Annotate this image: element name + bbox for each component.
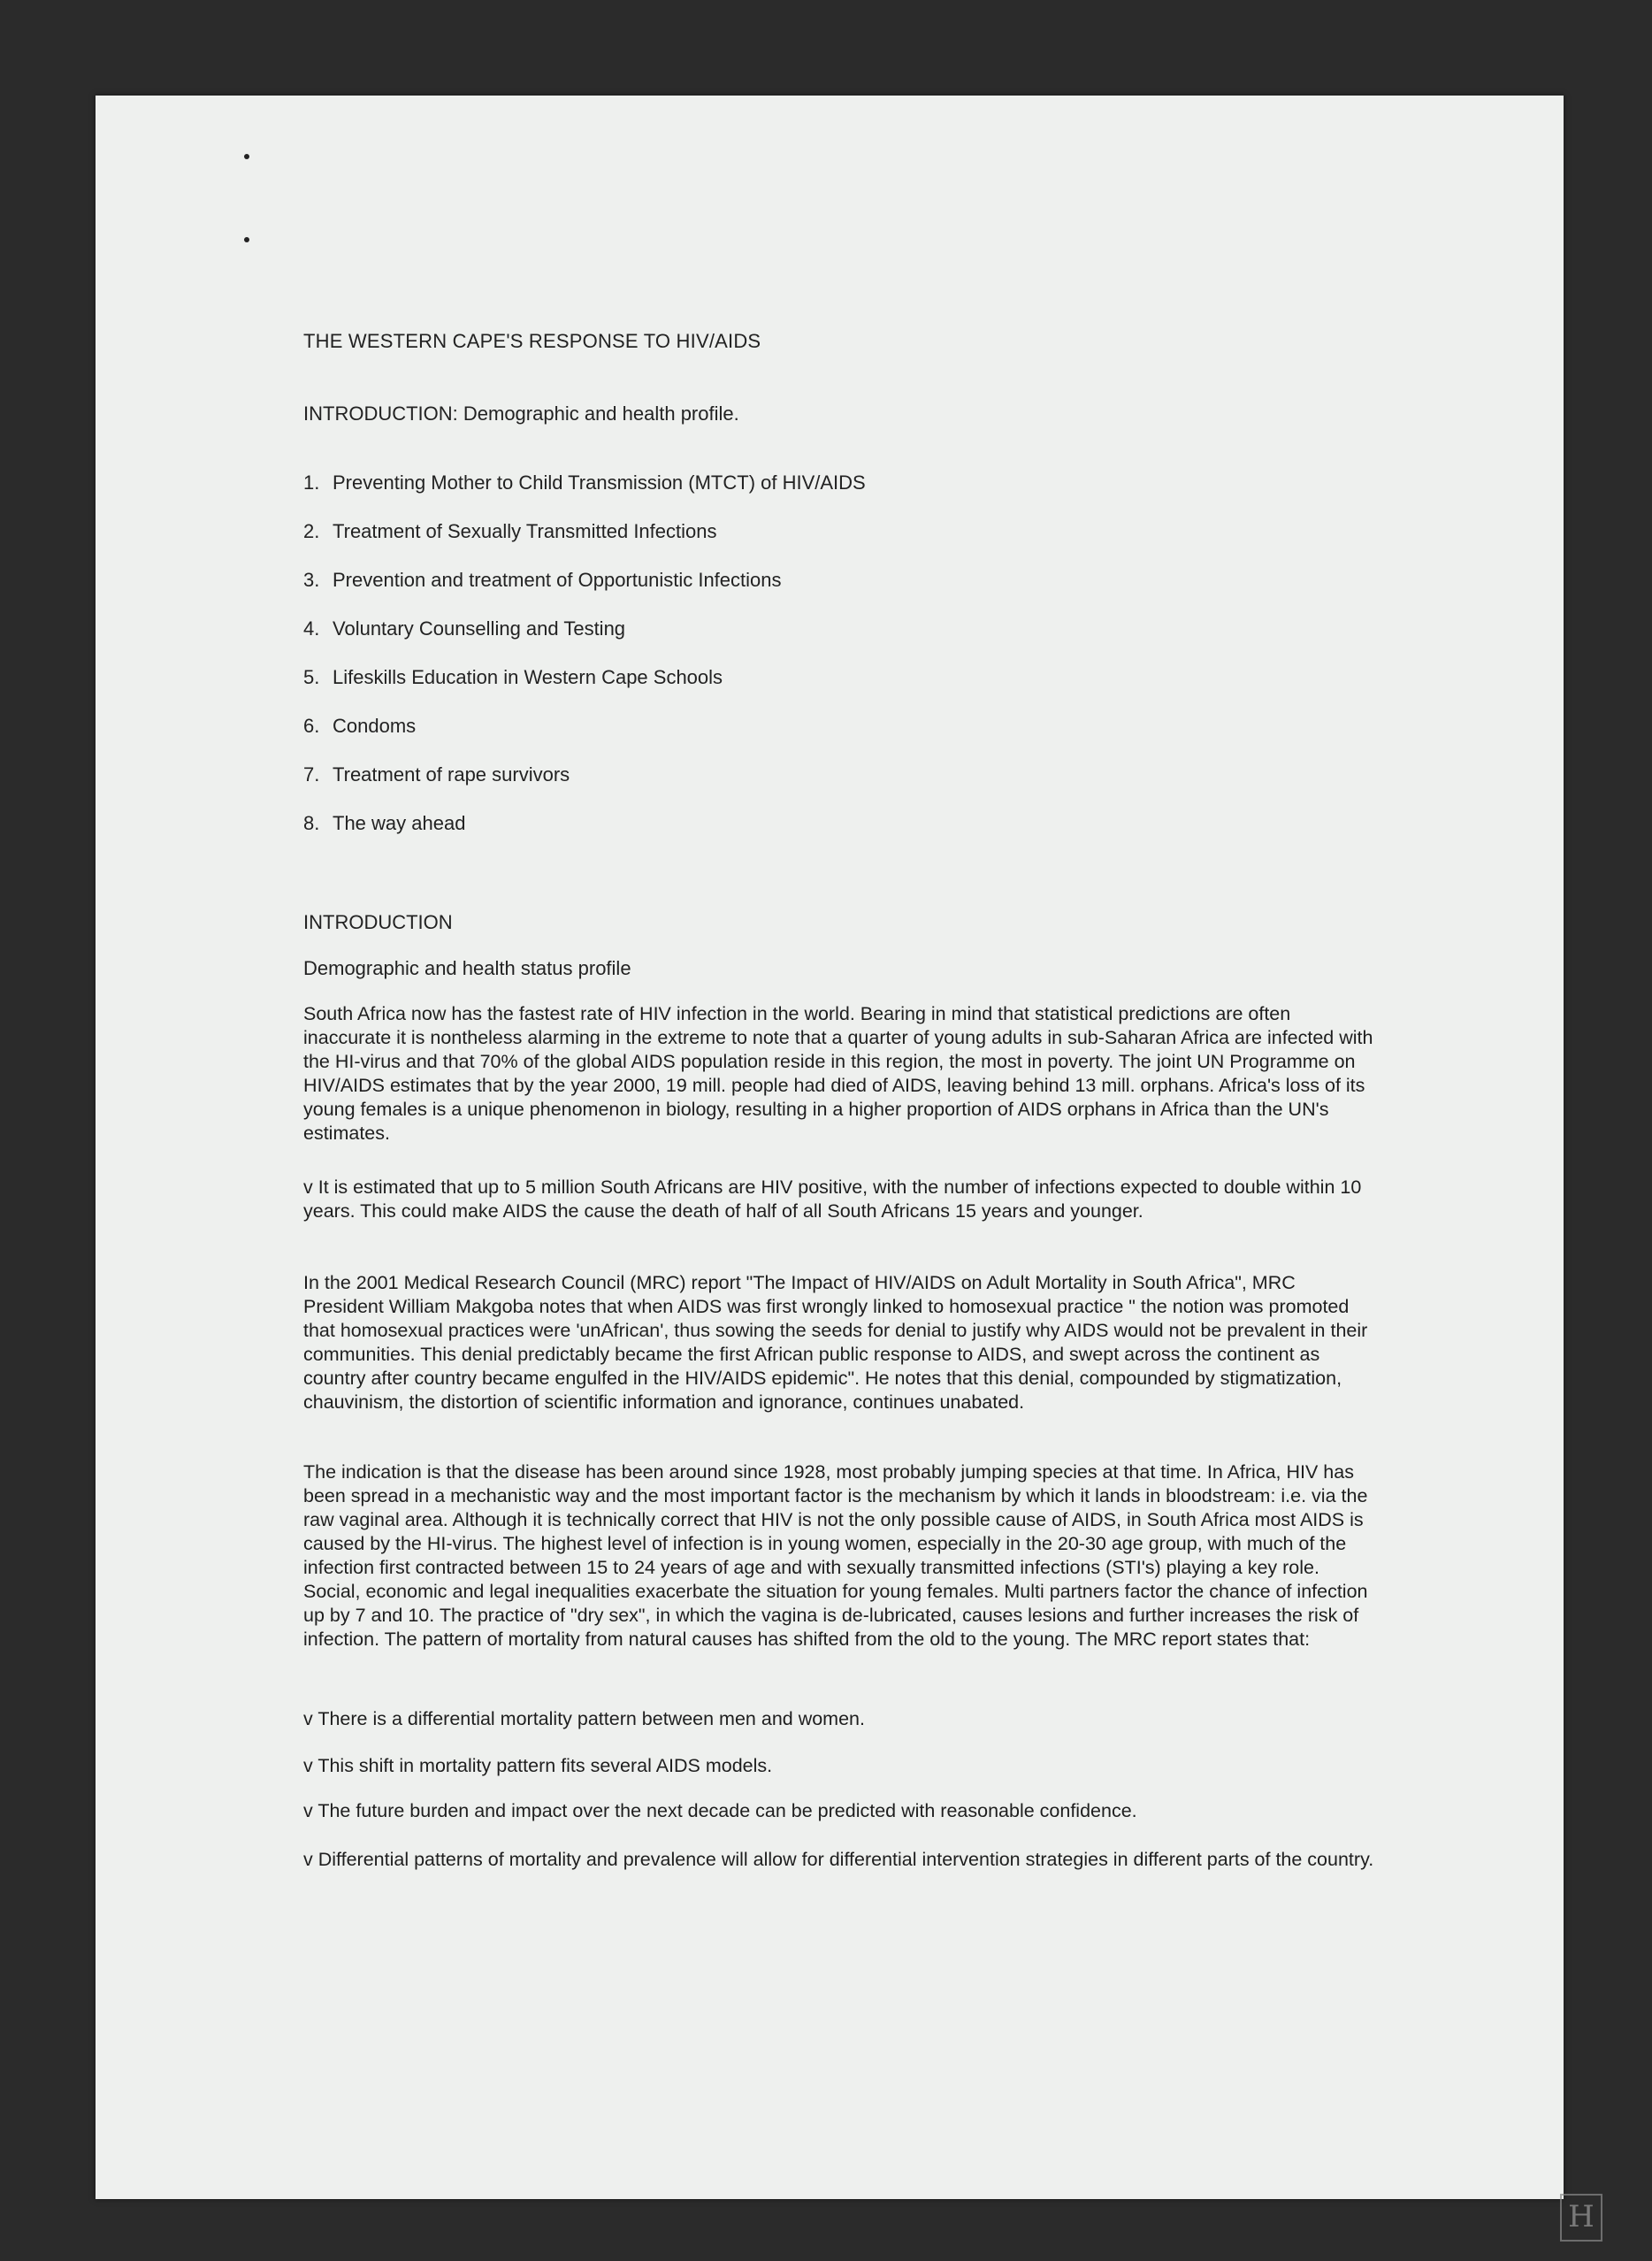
body-paragraph: In the 2001 Medical Research Council (MRC) report "The Impact of HIV/AIDS on Adult Mortality in South Africa", MRC President William Makgoba notes that when AIDS was first wrongly linked to homosexual practice " the notion was promoted that homosexual practices were 'unAfrican', thus sowing the seeds for denial to justify why AIDS would not be prevalent in their communities. This denial predictably became the first African public response to AIDS, and swept across the continent as country after country became engulfed in the HIV/AIDS epidemic". He notes that this denial, compounded by stigmatization, chauvinism, the distortion of scientific information and ignorance, continues unabated. (303, 1272, 1368, 1413)
document-title: THE WESTERN CAPE'S RESPONSE TO HIV/AIDS (303, 330, 761, 352)
bullet-point: v There is a differential mortality pattern between men and women. (303, 1708, 865, 1729)
toc-label: Preventing Mother to Child Transmission (MTCT) of HIV/AIDS (333, 471, 866, 494)
bullet-point: v This shift in mortality pattern fits several AIDS models. (303, 1755, 773, 1776)
intro-line: INTRODUCTION: Demographic and health profile. (303, 402, 739, 425)
toc-item (303, 617, 866, 666)
punch-hole-mark (244, 154, 249, 159)
table-of-contents (303, 471, 866, 861)
toc-number: 8. (303, 812, 320, 834)
body-paragraph: The indication is that the disease has been around since 1928, most probably jumping species at that time. In Africa, HIV has been spread in a mechanistic way and the most important factor is the mechanism by which it lands in bloodstream: i.e. via the raw vaginal area. Although it is technically correct that HIV is not the only possible cause of AIDS, in South Africa most AIDS is caused by the HI-virus. The highest level of infection is in young women, especially in the 20-30 age group, with much of the infection first contracted between 15 to 24 years of age and with sexually transmitted infections (STI's) playing a key role. Social, economic and legal inequalities exacerbate the situation for young females. Multi partners factor the chance of infection up by 7 and 10. The practice of "dry sex", in which the vagina is de-lubricated, causes lesions and further increases the risk of infection. The pattern of mortality from natural causes has shifted from the old to the young. The MRC report states that: (303, 1461, 1368, 1650)
toc-item (303, 569, 866, 617)
toc-item (303, 812, 866, 861)
toc-label: Prevention and treatment of Opportunistic Infections (333, 569, 782, 591)
toc-label: Condoms (333, 715, 417, 737)
toc-number: 5. (303, 666, 320, 688)
toc-number: 4. (303, 617, 320, 640)
toc-label: Treatment of rape survivors (333, 763, 570, 786)
toc-number: 3. (303, 569, 320, 591)
punch-hole-mark (244, 237, 249, 242)
toc-item (303, 715, 866, 763)
toc-item (303, 763, 866, 812)
toc-label: The way ahead (333, 812, 466, 834)
archive-logo-icon: H (1560, 2194, 1602, 2242)
toc-label: Voluntary Counselling and Testing (333, 617, 626, 640)
section-heading: INTRODUCTION (303, 911, 453, 933)
toc-item (303, 520, 866, 569)
toc-item (303, 666, 866, 715)
bullet-point: v Differential patterns of mortality and prevalence will allow for differential intervention strategies in different parts of the country. (303, 1849, 1374, 1870)
toc-number: 1. (303, 471, 320, 494)
toc-number: 2. (303, 520, 320, 542)
toc-number: 6. (303, 715, 320, 737)
body-paragraph: v It is estimated that up to 5 million South Africans are HIV positive, with the number of infections expected to double within 10 years. This could make AIDS the cause the death of half of all South Africans 15 years and younger. (303, 1176, 1362, 1222)
bullet-point: v The future burden and impact over the next decade can be predicted with reasonable confidence. (303, 1800, 1137, 1821)
toc-item (303, 471, 866, 520)
toc-number: 7. (303, 763, 320, 786)
toc-label: Lifeskills Education in Western Cape Schools (333, 666, 723, 688)
section-subheading: Demographic and health status profile (303, 957, 631, 979)
body-paragraph: South Africa now has the fastest rate of HIV infection in the world. Bearing in mind that statistical predictions are often inaccurate it is nontheless alarming in the extreme to note that a quarter of young adults in sub-Saharan Africa are infected with the HI-virus and that 70% of the global AIDS population reside in this region, the most in poverty. The joint UN Programme on HIV/AIDS estimates that by the year 2000, 19 mill. people had died of AIDS, leaving behind 13 mill. orphans. Africa's loss of its young females is a unique phenomenon in biology, resulting in a higher proportion of AIDS orphans in Africa than the UN's estimates. (303, 1003, 1373, 1144)
toc-label: Treatment of Sexually Transmitted Infections (333, 520, 717, 542)
